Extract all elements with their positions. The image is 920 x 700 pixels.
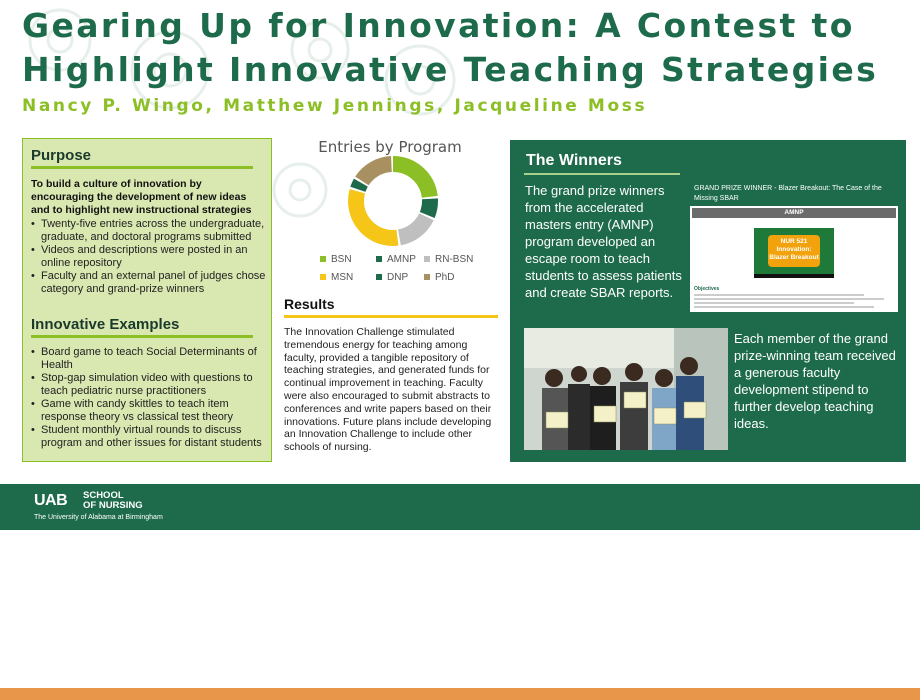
video-control-bar bbox=[754, 274, 834, 278]
screenshot-text-line bbox=[694, 306, 874, 308]
legend-item-amnp bbox=[376, 254, 416, 265]
results-heading: Results bbox=[284, 296, 335, 312]
poster-title bbox=[22, 4, 878, 92]
footer-bar bbox=[0, 484, 920, 530]
school-line-2: OF NURSING bbox=[83, 499, 143, 511]
examples-underline bbox=[31, 335, 253, 338]
legend-swatch bbox=[320, 274, 326, 280]
results-body: The Innovation Challenge stimulated tremendous energy for teaching among faculty, provided a tangible repository of teaching strategies, and generated funds for continual improvement in teaching. Faculty were also encouraged to submit abstracts to conferences and write papers based on their innovations. Future plans include developing an Innovation Challenge to include other schools of nursing. bbox=[284, 326, 492, 454]
winner-webpage-screenshot bbox=[690, 182, 898, 312]
screenshot-header bbox=[690, 182, 898, 206]
screenshot-text-line bbox=[694, 298, 884, 300]
examples-heading: Innovative Examples bbox=[31, 316, 180, 333]
list-item: • Game with candy skittles to teach item response theory vs classical test theory bbox=[25, 398, 269, 424]
legend-label: BSN bbox=[331, 254, 352, 265]
legend-label: DNP bbox=[387, 272, 409, 283]
purpose-intro: To build a culture of innovation by encouraging the development of new ideas and to highlight new instructional strategies bbox=[31, 178, 252, 216]
winners-heading: The Winners bbox=[526, 152, 622, 169]
list-item: • Faculty and an external panel of judges chose category and grand-prize winners bbox=[25, 270, 269, 296]
legend-item-phd bbox=[424, 272, 454, 283]
title-line-2: Highlight Innovative Teaching Strategies bbox=[22, 50, 879, 89]
donut-chart bbox=[308, 134, 478, 294]
school-name bbox=[83, 491, 143, 510]
purpose-bullet-list bbox=[25, 218, 269, 296]
legend-label: MSN bbox=[331, 272, 354, 283]
examples-bullet-list bbox=[25, 346, 269, 450]
legend-swatch bbox=[424, 256, 430, 262]
screenshot-program-label: AMNP bbox=[784, 209, 804, 216]
video-badge-text: NUR 521 Innovation: Blazer Breakout bbox=[769, 238, 819, 261]
legend-item-rn-bsn bbox=[424, 254, 473, 265]
legend-swatch bbox=[376, 274, 382, 280]
purpose-panel bbox=[22, 138, 272, 462]
screenshot-text-line bbox=[694, 302, 854, 304]
list-item: • Videos and descriptions were posted in an online repository bbox=[25, 244, 269, 270]
legend-swatch bbox=[376, 256, 382, 262]
list-item: • Twenty-five entries across the undergraduate, graduate, and doctoral programs submitted bbox=[25, 218, 269, 244]
screenshot-program-band bbox=[692, 208, 896, 218]
legend-swatch bbox=[424, 274, 430, 280]
chart-title: Entries by Program bbox=[318, 138, 462, 156]
winners-underline bbox=[524, 173, 680, 175]
university-name: The University of Alabama at Birmingham bbox=[34, 514, 163, 521]
legend-item-dnp bbox=[376, 272, 408, 283]
list-item: • Board game to teach Social Determinants of Health bbox=[25, 346, 269, 372]
legend-label: PhD bbox=[435, 272, 455, 283]
legend-label: AMNP bbox=[387, 254, 416, 265]
video-thumbnail bbox=[754, 228, 834, 278]
results-underline bbox=[284, 315, 498, 318]
legend-item-bsn bbox=[320, 254, 352, 265]
legend-label: RN-BSN bbox=[435, 254, 474, 265]
winners-panel bbox=[510, 140, 906, 462]
screenshot-text-line bbox=[694, 294, 864, 296]
uab-logo: UAB bbox=[34, 492, 68, 509]
winners-description: The grand prize winners from the accelerated masters entry (AMNP) program developed an escape room to teach students to assess patients and create SBAR reports. bbox=[525, 183, 682, 300]
winners-stipend-text: Each member of the grand prize-winning team received a generous faculty development stipend to further develop teaching ideas. bbox=[734, 331, 896, 431]
video-badge bbox=[768, 235, 820, 267]
legend-item-msn bbox=[320, 272, 353, 283]
author-list: Nancy P. Wingo, Matthew Jennings, Jacqueline Moss bbox=[22, 96, 648, 116]
winners-team-photo bbox=[524, 328, 728, 450]
purpose-underline bbox=[31, 166, 253, 169]
screenshot-title: GRAND PRIZE WINNER - Blazer Breakout: The Case of the Missing SBAR bbox=[694, 185, 882, 202]
legend-swatch bbox=[320, 256, 326, 262]
purpose-heading: Purpose bbox=[31, 147, 92, 164]
screenshot-objectives-label: Objectives bbox=[694, 286, 720, 292]
list-item: • Student monthly virtual rounds to discuss program and other issues for distant students bbox=[25, 424, 269, 450]
school-line-1: SCHOOL bbox=[83, 490, 124, 501]
title-line-1: Gearing Up for Innovation: A Contest to bbox=[22, 6, 855, 45]
list-item: • Stop-gap simulation video with questions to teach pediatric nurse practitioners bbox=[25, 372, 269, 398]
bottom-accent-strip bbox=[0, 688, 920, 700]
